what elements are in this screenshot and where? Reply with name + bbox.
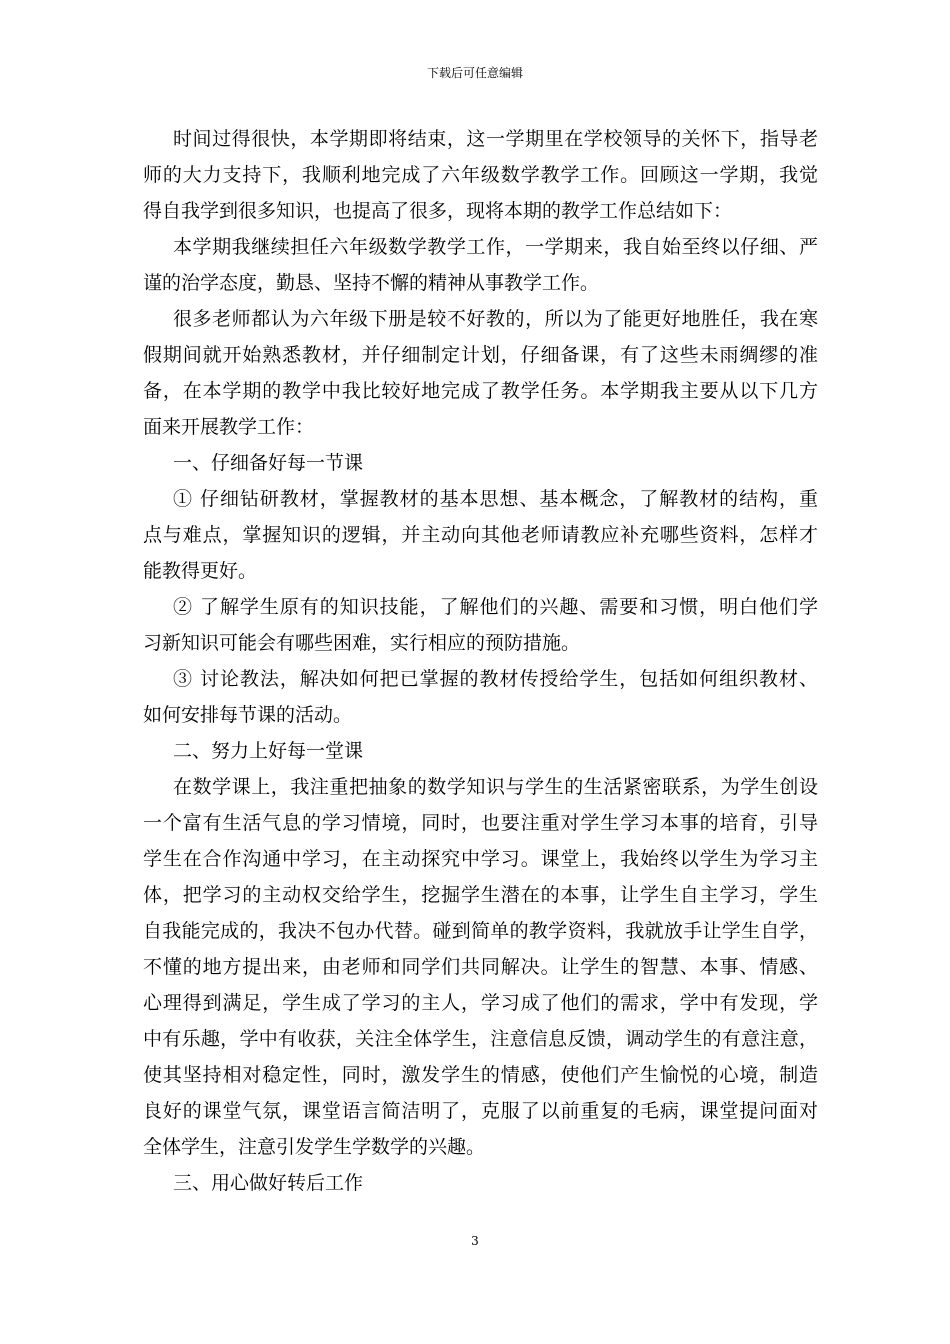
body-line: 自我能完成的，我决不包办代替。碰到简单的教学资料，我就放手让学生自学， — [143, 920, 818, 942]
body-line: 习新知识可能会有哪些困难，实行相应的预防措施。 — [143, 632, 581, 654]
body-line: ③ 讨论教法，解决如何把已掌握的教材传授给学生，包括如何组织教材、 — [173, 668, 818, 690]
body-line: 不懂的地方提出来，由老师和同学们共同解决。让学生的智慧、本事、情感、 — [143, 956, 818, 978]
body-line: 得自我学到很多知识，也提高了很多，现将本期的教学工作总结如下： — [143, 200, 733, 222]
body-line: 使其坚持相对稳定性，同时，激发学生的情感，使他们产生愉悦的心境，制造 — [143, 1064, 818, 1086]
body-line: 体，把学习的主动权交给学生，挖掘学生潜在的本事，让学生自主学习，学生 — [143, 884, 818, 906]
page-header: 下载后可任意编辑 — [426, 66, 523, 80]
page-number: 3 — [471, 1234, 479, 1248]
body-line: 本学期我继续担任六年级数学教学工作，一学期来，我自始至终以仔细、严 — [173, 236, 818, 258]
body-line: 备，在本学期的教学中我比较好地完成了教学任务。本学期我主要从以下几方 — [143, 380, 818, 402]
body-line: ② 了解学生原有的知识技能，了解他们的兴趣、需要和习惯，明白他们学 — [173, 596, 818, 618]
body-line: 一个富有生活气息的学习情境，同时，也要注重对学生学习本事的培育，引导 — [143, 812, 818, 834]
body-line: ① 仔细钻研教材，掌握教材的基本思想、基本概念，了解教材的结构，重 — [173, 488, 818, 510]
body-line: 中有乐趣，学中有收获，关注全体学生，注意信息反馈，调动学生的有意注意， — [143, 1028, 818, 1050]
body-line: 很多老师都认为六年级下册是较不好教的，所以为了能更好地胜任，我在寒 — [173, 308, 818, 330]
body-line: 能教得更好。 — [143, 560, 258, 582]
document-body — [143, 121, 818, 1201]
body-line: 点与难点，掌握知识的逻辑，并主动向其他老师请教应补充哪些资料，怎样才 — [143, 524, 818, 546]
body-line: 时间过得很快，本学期即将结束，这一学期里在学校领导的关怀下，指导老 — [173, 128, 818, 150]
body-line: 谨的治学态度，勤恳、坚持不懈的精神从事教学工作。 — [143, 272, 600, 294]
body-line: 良好的课堂气氛，课堂语言简洁明了，克服了以前重复的毛病，课堂提问面对 — [143, 1100, 818, 1122]
body-line: 如何安排每节课的活动。 — [143, 704, 353, 726]
body-line: 师的大力支持下，我顺利地完成了六年级数学教学工作。回顾这一学期，我觉 — [143, 164, 818, 186]
body-line: 心理得到满足，学生成了学习的主人，学习成了他们的需求，学中有发现，学 — [143, 992, 818, 1014]
body-line: 在数学课上，我注重把抽象的数学知识与学生的生活紧密联系，为学生创设 — [173, 776, 818, 798]
body-line: 面来开展教学工作： — [143, 416, 315, 438]
section-heading: 三、用心做好转后工作 — [173, 1172, 364, 1194]
section-heading: 一、仔细备好每一节课 — [173, 452, 364, 474]
section-heading: 二、努力上好每一堂课 — [173, 740, 364, 762]
body-line: 全体学生，注意引发学生学数学的兴趣。 — [143, 1136, 486, 1158]
body-line: 假期间就开始熟悉教材，并仔细制定计划，仔细备课，有了这些未雨绸缪的准 — [143, 344, 818, 366]
body-line: 学生在合作沟通中学习，在主动探究中学习。课堂上，我始终以学生为学习主 — [143, 848, 818, 870]
